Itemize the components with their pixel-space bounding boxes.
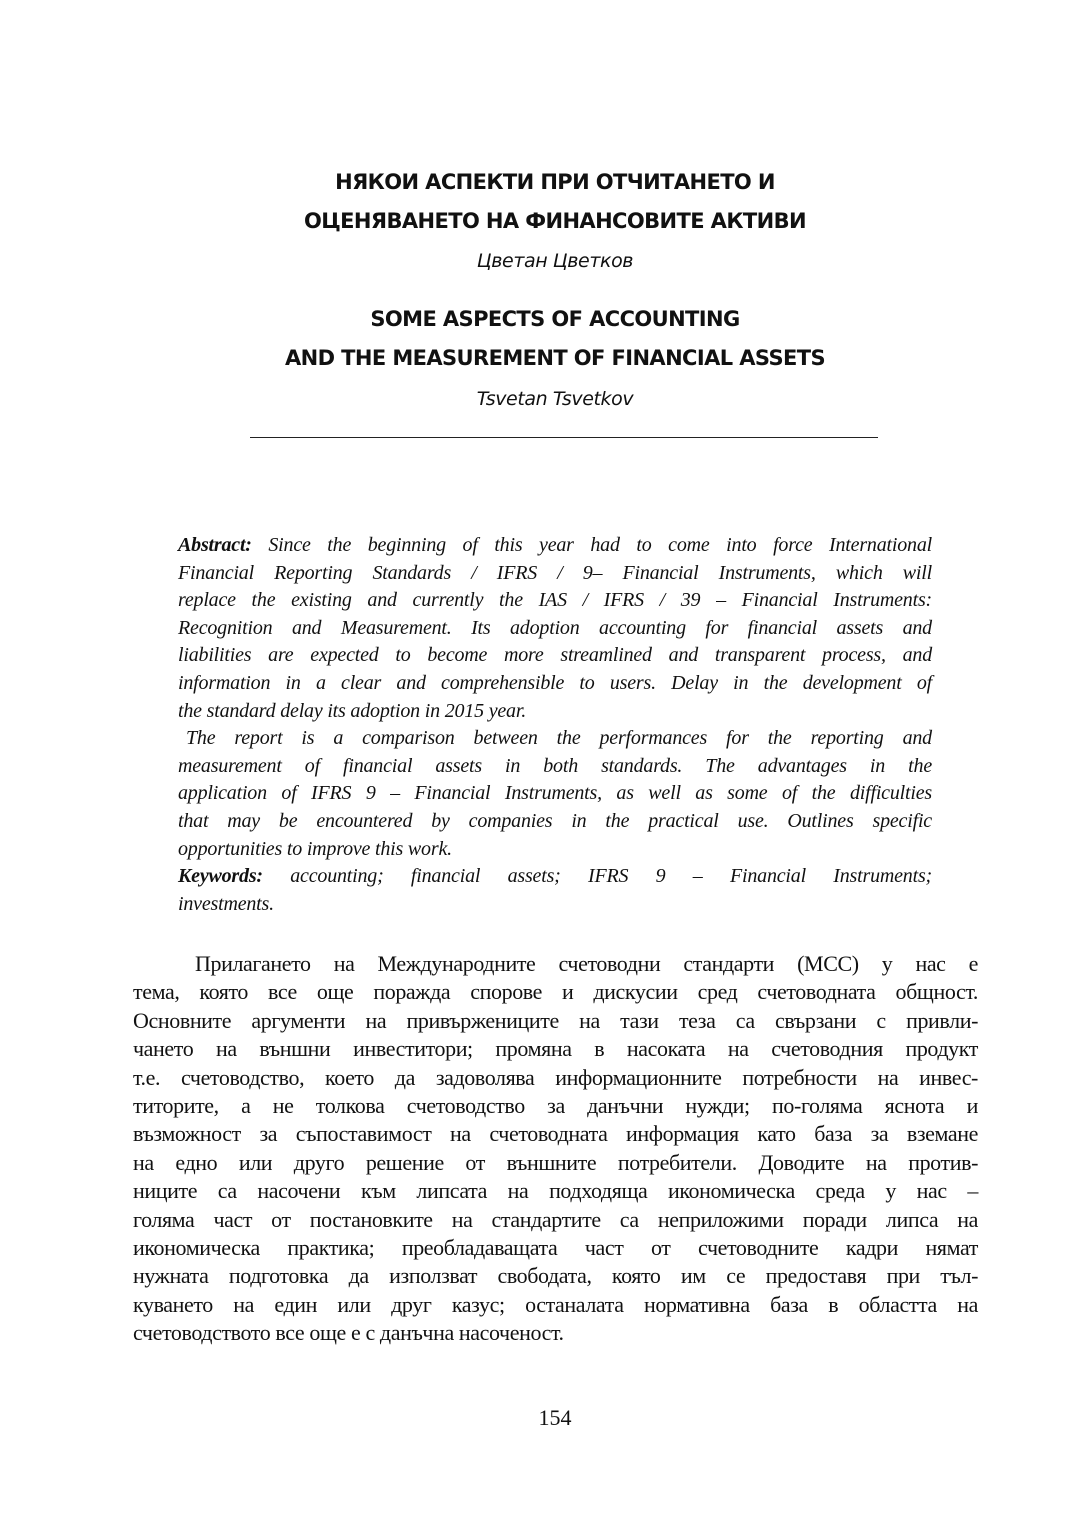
body-line: счетоводството все още е с данъчна насоченост.: [133, 1320, 564, 1346]
abstract-line: [178, 532, 932, 560]
abstract: [178, 532, 932, 918]
abstract-line: replace the existing and currently the IAS / IFRS / 39 – Financial Instruments:: [178, 589, 932, 612]
abstract-label: Abstract:: [178, 534, 252, 556]
author-bg: Цветан Цветков: [476, 250, 634, 272]
abstract-text: Since the beginning of this year had to come into force International: [251, 534, 932, 556]
title-bg-line-2: ОЦЕНЯВАНЕТО НА ФИНАНСОВИТЕ АКТИВИ: [304, 209, 806, 233]
abstract-line: liabilities are expected to become more streamlined and transparent process, and: [178, 644, 932, 667]
body-line: т.е. счетоводство, което да задоволява информационните потребности на инвес-: [133, 1064, 978, 1090]
abstract-line: opportunities to improve this work.: [178, 837, 452, 860]
body-line: Прилагането на Международните счетоводни стандарти (МСС) у нас е: [195, 951, 978, 976]
body-line: тема, която все още поражда спорове и дискусии сред счетоводната общност.: [133, 979, 978, 1005]
body-line: титорите, а не толкова счетоводство за данъчни нужди; по-голяма яснота и: [133, 1093, 978, 1119]
abstract-line: The report is a comparison between the performances for the reporting and: [186, 727, 932, 750]
abstract-line: the standard delay its adoption in 2015 year.: [178, 699, 527, 722]
title-divider: [250, 437, 878, 438]
author-en: Tsvetan Tsvetkov: [476, 388, 634, 410]
body-line: чането на външни инвеститори; промяна в насоката на счетоводния продукт: [133, 1036, 978, 1062]
keywords-line: investments.: [178, 892, 274, 915]
body-line: Основните аргументи на привържениците на тази теза са свързани с привли-: [133, 1007, 978, 1033]
abstract-line: that may be encountered by companies in the practical use. Outlines specific: [178, 809, 932, 832]
keywords-line: [178, 863, 932, 891]
page-number: 154: [538, 1405, 572, 1430]
body-paragraph: [133, 950, 978, 1348]
title-en-line-1: SOME ASPECTS OF ACCOUNTING: [370, 307, 740, 331]
abstract-line: Recognition and Measurement. Its adoption accounting for financial assets and: [178, 616, 932, 639]
body-line: възможност за съпоставимост на счетоводната информация като база за вземане: [133, 1121, 978, 1147]
abstract-line: application of IFRS 9 – Financial Instruments, as well as some of the difficulties: [178, 782, 932, 805]
body-line: куването на един или друг казус; останалата нормативна база в областта на: [133, 1291, 978, 1317]
keywords-text: accounting; financial assets; IFRS 9 – Financial Instruments;: [262, 865, 932, 888]
abstract-line: Financial Reporting Standards / IFRS / 9– Financial Instruments, which will: [178, 561, 932, 584]
title-en-line-2: AND THE MEASUREMENT OF FINANCIAL ASSETS: [285, 346, 825, 370]
body-line: на едно или друго решение от външните потребители. Доводите на против-: [133, 1149, 978, 1175]
body-line: голяма част от постановките на стандартите са неприложими поради липса на: [133, 1206, 978, 1232]
abstract-line: measurement of financial assets in both standards. The advantages in the: [178, 754, 932, 777]
body-line: икономическа практика; преобладаващата част от счетоводните кадри нямат: [133, 1235, 978, 1261]
body-line: нужната подготовка да използват свободата, която им се предоставя при тъл-: [133, 1263, 978, 1289]
abstract-line: information in a clear and comprehensible to users. Delay in the development of: [178, 671, 932, 694]
body-line: ниците са насочени към липсата на подходяща икономическа среда у нас –: [133, 1178, 978, 1204]
title-bg-line-1: НЯКОИ АСПЕКТИ ПРИ ОТЧИТАНЕТО И: [335, 170, 775, 194]
keywords-label: Keywords:: [178, 865, 263, 888]
